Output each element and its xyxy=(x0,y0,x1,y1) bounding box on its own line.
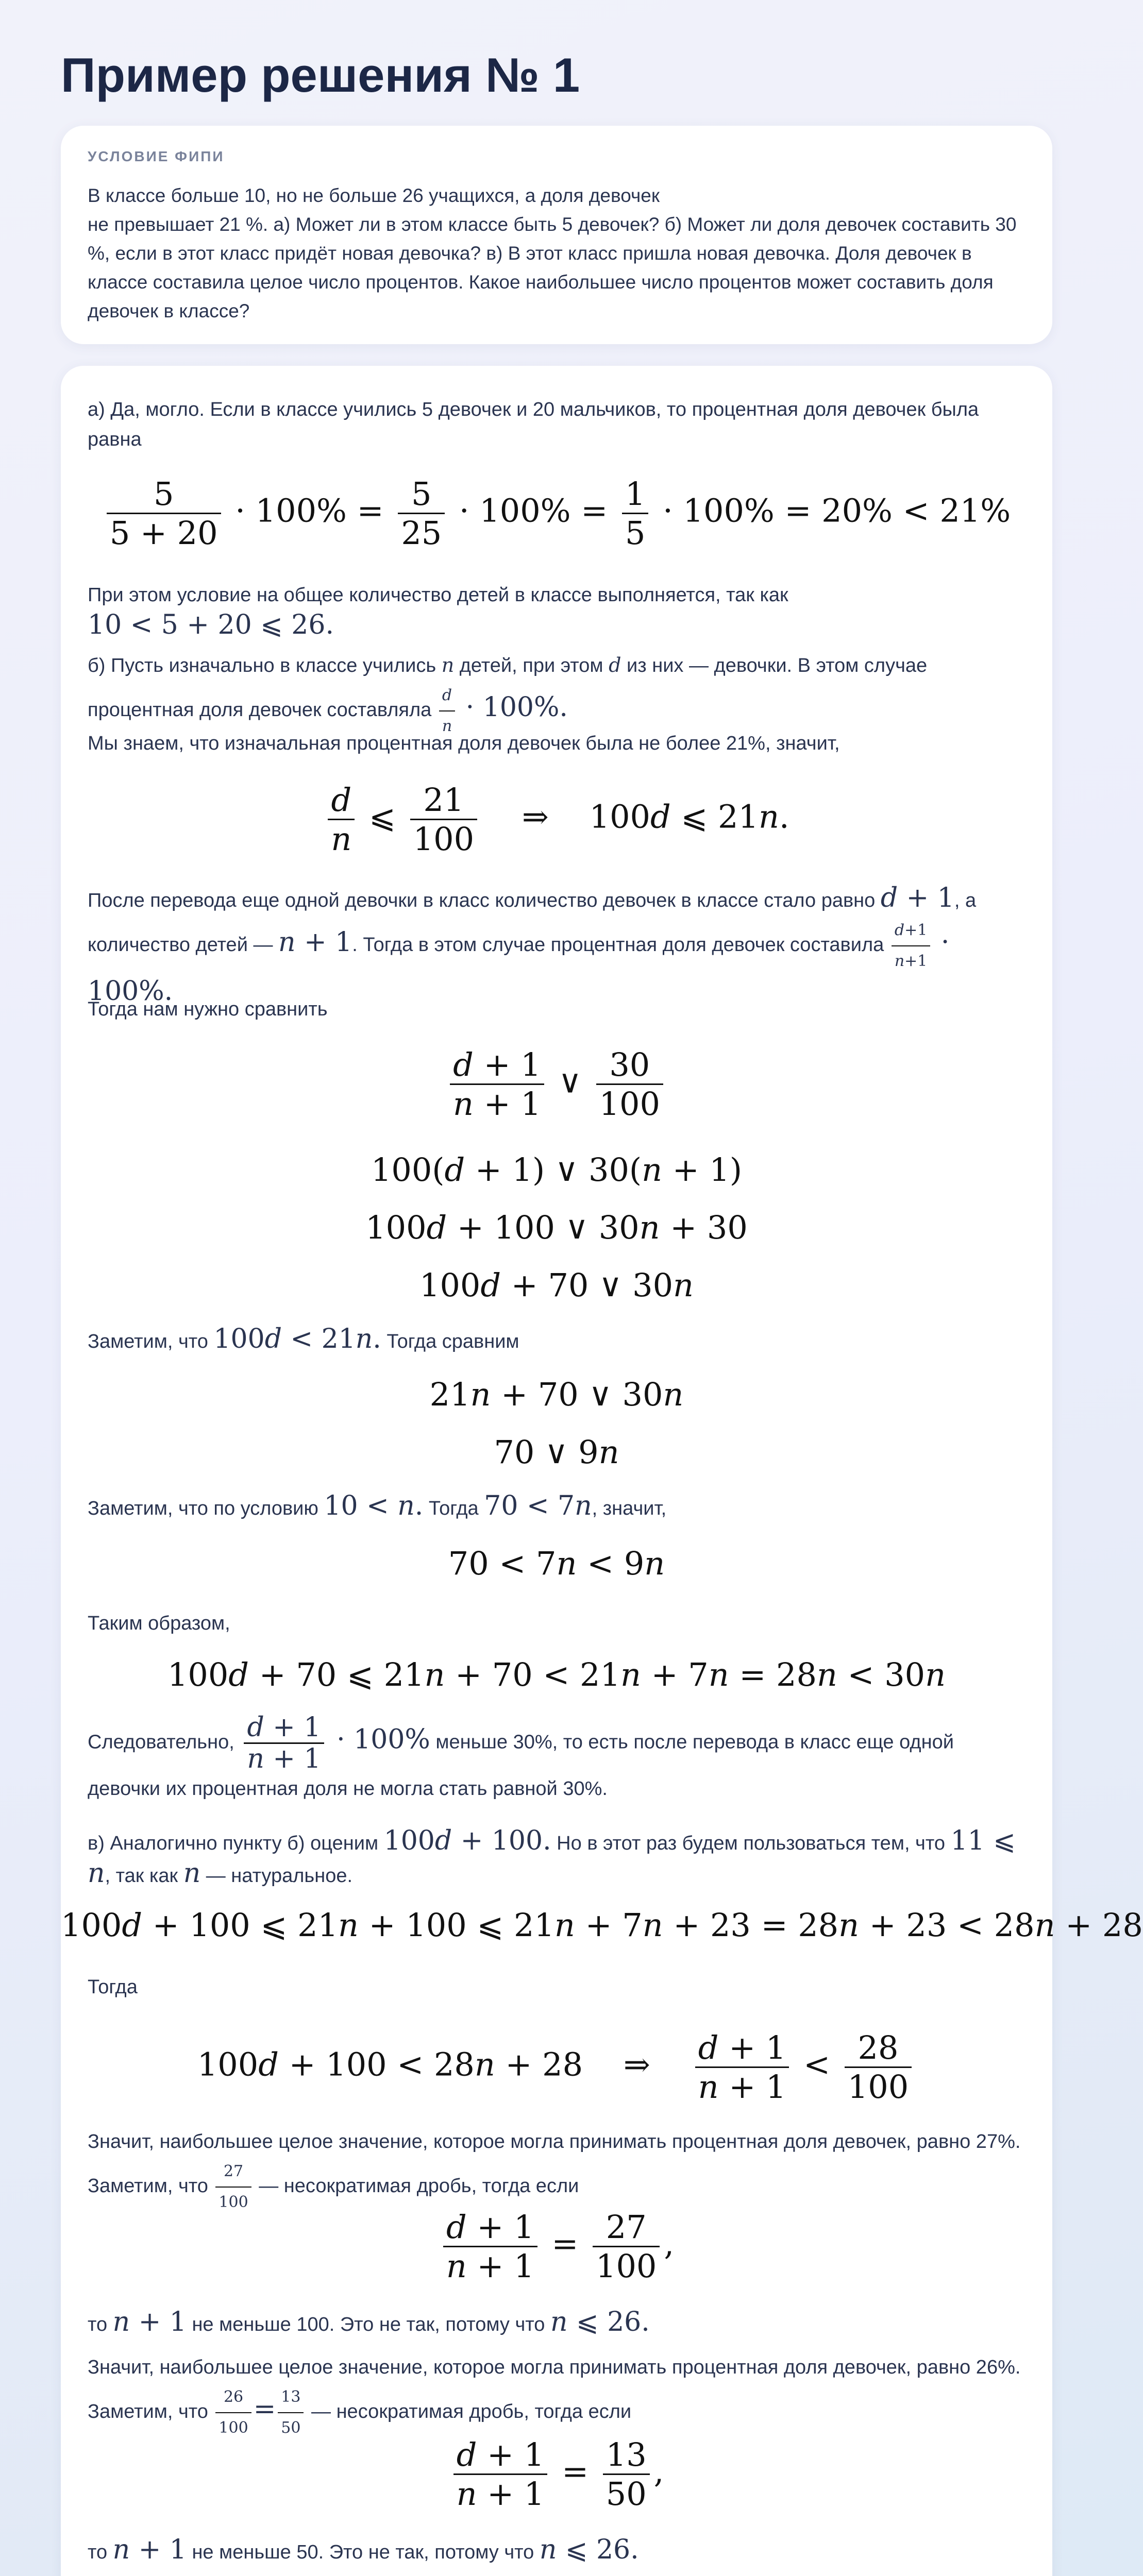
solution-paragraph-a2 xyxy=(88,580,1026,642)
inline-frac-b8: $\frac{d + 1}{n + 1}$ xyxy=(244,1713,324,1774)
text-c6-pre: то xyxy=(88,2541,113,2563)
var-d: d xyxy=(609,654,621,676)
solution-paragraph-c6 xyxy=(88,2535,1026,2567)
formula-b9: 100d + 70 ⩽ 21n + 70 < 21n + 7n = 28n < 30n xyxy=(167,1656,946,1693)
inline-frac-d-n: $\frac{d}{n}$ xyxy=(439,681,455,741)
inline-eq-c5: = xyxy=(253,2394,276,2425)
inline-frac-d1-n1: $\frac{d+1}{n+1}$ xyxy=(892,916,931,976)
condition-text xyxy=(88,181,1026,326)
inline-100d-100: 100d + 100. xyxy=(383,1825,551,1856)
solution-paragraph-a2-text: При этом условие на общее количество детей в классе выполняется, так как xyxy=(88,584,788,606)
solution-paragraph-c1 xyxy=(88,1826,1026,1891)
inline-formula-a2: 10 < 5 + 20 ⩽ 26. xyxy=(88,609,334,640)
inline-n-26-c6: n ⩽ 26. xyxy=(539,2534,639,2565)
inline-70-7n: 70 < 7n xyxy=(484,1490,592,1521)
formula-c1: 100d + 100 ⩽ 21n + 100 ⩽ 21n + 7n + 23 = 28n + 23 < 28n + 28 xyxy=(61,1906,1143,1944)
var-n: n xyxy=(441,654,455,676)
text-b6-pre: Заметим, что по условию xyxy=(88,1498,324,1519)
solution-paragraph-a1: а) Да, могло. Если в классе учились 5 девочек и 20 мальчиков, то процентная доля девочек была равна xyxy=(88,399,979,450)
text-b8-post: меньше 30%, то есть после перевода в класс еще одной девочки их процентная доля не могла стать равной 30%. xyxy=(88,1731,954,1800)
text-b3-pre: После перевода еще одной девочки в класс количество девочек в классе стало равно xyxy=(88,890,881,911)
text-c5-pre: Значит, наибольшее целое значение, которое могла принимать процентная доля девочек, равно 26%. Заметим, что xyxy=(88,2357,1021,2423)
solution-paragraph-b8 xyxy=(88,1713,1026,1804)
text-c3-post: — несократимая дробь, тогда если xyxy=(253,2175,579,2197)
condition-line-2: не превышает 21 %. а) Может ли в этом классе быть 5 девочек? б) Может ли доля девочек составить 30 %, если в этот класс придёт новая девочка? в) В этот класс пришла новая девочка. Доля девочек в классе составила целое число процентов. Какое наибольшее число процентов может составить доля девочек в классе? xyxy=(88,214,1017,321)
text-b6-mid: Тогда xyxy=(423,1498,484,1519)
formula-b3: 100(d + 1) ∨ 30(n + 1) xyxy=(371,1151,743,1189)
inline-percent-b1: · 100%. xyxy=(457,692,568,723)
inline-n-c1: n xyxy=(183,1858,201,1889)
solution-paragraph-c3 xyxy=(88,2127,1026,2217)
solution-paragraph-b1 xyxy=(88,650,1026,741)
text-b8-pre: Следовательно, xyxy=(88,1731,240,1753)
text-b1-pre: б) Пусть изначально в классе учились xyxy=(88,655,442,676)
inline-percent-b3: · 100%. xyxy=(88,927,950,1007)
text-c1-mid: Но в этот раз будем пользоваться тем, что xyxy=(551,1833,951,1854)
solution-paragraph-b3 xyxy=(88,883,1026,1009)
text-c1-end: — натуральное. xyxy=(200,1865,353,1887)
formula-b1: $\frac{d}{n}$ ⩽ $\frac{21}{100}$ ⇒ 100d ⩽ 21n. xyxy=(61,781,1052,858)
inline-frac-13-50: $\frac{13}{50}$ xyxy=(278,2382,304,2443)
text-b5-post: Тогда сравним xyxy=(381,1331,519,1352)
inline-d-plus-1: d + 1 xyxy=(880,883,954,913)
formula-b2: $\frac{d + 1}{n + 1}$ ∨ $\frac{30}{100}$ xyxy=(61,1046,1052,1123)
solution-paragraph-b5 xyxy=(88,1324,1026,1357)
condition-label: УСЛОВИЕ ФИПИ xyxy=(88,148,225,164)
solution-paragraph-b6 xyxy=(88,1491,1026,1523)
text-b3-mid: , а количество детей — xyxy=(88,890,977,956)
formula-b7: 70 ∨ 9n xyxy=(494,1433,619,1471)
solution-paragraph-b4: Тогда нам нужно сравнить xyxy=(88,998,328,1020)
inline-n1-c6: n + 1 xyxy=(112,2534,187,2565)
solution-paragraph-c4 xyxy=(88,2307,1026,2340)
solution-card xyxy=(61,366,1143,2576)
inline-n-26-c4: n ⩽ 26. xyxy=(550,2307,650,2337)
formula-c2: 100d + 100 < 28n + 28 ⇒ $\frac{d + 1}{n + 1}$ < $\frac{28}{100}$ xyxy=(61,2029,1052,2106)
inline-percent-b8: · 100% xyxy=(328,1724,430,1755)
formula-c4: $\frac{d + 1}{n + 1}$ = $\frac{13}{50}$ , xyxy=(61,2436,1052,2513)
text-c6-mid: не меньше 50. Это не так, потому что xyxy=(186,2541,540,2563)
text-c1-post: , так как xyxy=(105,1865,183,1887)
text-c4-pre: то xyxy=(88,2314,113,2335)
text-c5-post: — несократимая дробь, тогда если xyxy=(306,2401,632,2423)
text-c3-pre: Значит, наибольшее целое значение, которое могла принимать процентная доля девочек, равно 27%. Заметим, что xyxy=(88,2131,1021,2197)
inline-n1-c4: n + 1 xyxy=(112,2307,187,2337)
formula-a1: $\frac{5}{5 + 20}$ · 100% = $\frac{5}{25}$ · 100% = $\frac{1}{5}$ · 100% = 20% < 21% xyxy=(61,475,1052,552)
text-b1-post: из них — девочки. В этом случае процентная доля девочек составляла xyxy=(88,655,928,721)
inline-frac-26-100: $\frac{26}{100}$ xyxy=(215,2382,251,2443)
text-b1-mid: детей, при этом xyxy=(454,655,609,676)
page-title: Пример решения № 1 xyxy=(61,48,580,102)
inline-100d-21n: 100d < 21n. xyxy=(213,1324,381,1354)
formula-b6: 21n + 70 ∨ 30n xyxy=(429,1376,684,1413)
condition-line-1: В классе больше 10, но не больше 26 учащихся, а доля девочек xyxy=(88,185,660,206)
text-b6-post: , значит, xyxy=(592,1498,667,1519)
inline-10-n: 10 < n. xyxy=(324,1490,424,1521)
text-c4-mid: не меньше 100. Это не так, потому что xyxy=(186,2314,550,2335)
solution-paragraph-b7: Таким образом, xyxy=(88,1613,230,1634)
text-c1-pre: в) Аналогично пункту б) оценим xyxy=(88,1833,384,1854)
condition-card xyxy=(61,126,1052,344)
inline-n-plus-1: n + 1 xyxy=(278,927,352,958)
formula-b4: 100d + 100 ∨ 30n + 30 xyxy=(365,1209,748,1246)
solution-paragraph-b2: Мы знаем, что изначальная процентная доля девочек была не более 21%, значит, xyxy=(88,733,840,754)
text-b5-pre: Заметим, что xyxy=(88,1331,214,1352)
text-b3-post: . Тогда в этом случае процентная доля девочек составила xyxy=(352,934,889,956)
formula-c3: $\frac{d + 1}{n + 1}$ = $\frac{27}{100}$ , xyxy=(61,2208,1052,2285)
formula-b5: 100d + 70 ∨ 30n xyxy=(419,1266,694,1304)
formula-b8: 70 < 7n < 9n xyxy=(448,1545,665,1582)
inline-frac-27-100: $\frac{27}{100}$ xyxy=(215,2157,251,2217)
inline-11-n: 11 ⩽ n xyxy=(88,1825,1016,1889)
solution-paragraph-c5 xyxy=(88,2352,1026,2443)
solution-paragraph-c2: Тогда xyxy=(88,1976,138,1998)
